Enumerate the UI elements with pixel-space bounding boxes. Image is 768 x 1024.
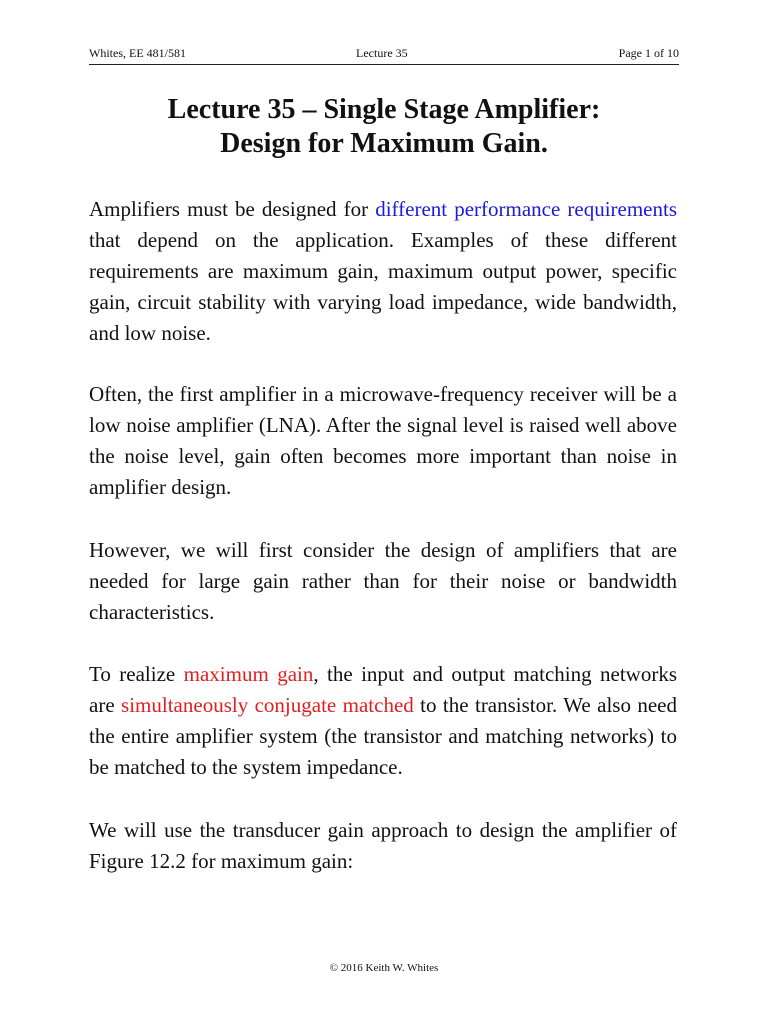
paragraph-5: We will use the transducer gain approach to design the amplifier of Figure 12.2 for maximum gain: xyxy=(89,818,677,873)
header-page-number: Page 1 of 10 xyxy=(618,46,679,60)
title-line-1: Lecture 35 – Single Stage Amplifier: xyxy=(167,94,601,125)
header-lecture: Lecture 35 xyxy=(356,46,408,60)
header-course: Whites, EE 481/581 xyxy=(89,46,186,60)
paragraph-3: However, we will first consider the design of amplifiers that are needed for large gain rather than for their noise or bandwidth characteristics. xyxy=(89,538,677,624)
paragraph-1 xyxy=(89,194,677,349)
paragraph-1-text-b: that depend on the application. Examples of these different requirements are maximum gain, maximum output power, specific gain, circuit stability with varying load impedance, wide bandwidth, and low noise. xyxy=(89,228,677,345)
highlight-maximum-gain: maximum gain xyxy=(183,662,314,686)
page-header xyxy=(89,44,679,65)
paragraph-2: Often, the first amplifier in a microwave-frequency receiver will be a low noise amplifier (LNA). After the signal level is raised well above the noise level, gain often becomes more important than noise in amplifier design. xyxy=(89,382,677,499)
paragraph-4-text-b: , the input and output matching networks are xyxy=(89,662,677,717)
highlight-different-performance: different performance requirements xyxy=(375,197,678,221)
paragraph-1-text-a: Amplifiers must be designed for xyxy=(89,197,376,221)
highlight-conjugate-matched: simultaneously conjugate matched xyxy=(121,693,414,717)
paragraph-4 xyxy=(89,659,677,783)
paragraph-4-text-c: to the transistor. We also need the entire amplifier system (the transistor and matching networks) to be matched to the system impedance. xyxy=(89,693,677,779)
page-footer-copyright: © 2016 Keith W. Whites xyxy=(329,962,439,974)
title-line-2: Design for Maximum Gain. xyxy=(220,128,548,159)
paragraph-4-text-a: To realize xyxy=(89,662,184,686)
page-title xyxy=(89,93,679,161)
